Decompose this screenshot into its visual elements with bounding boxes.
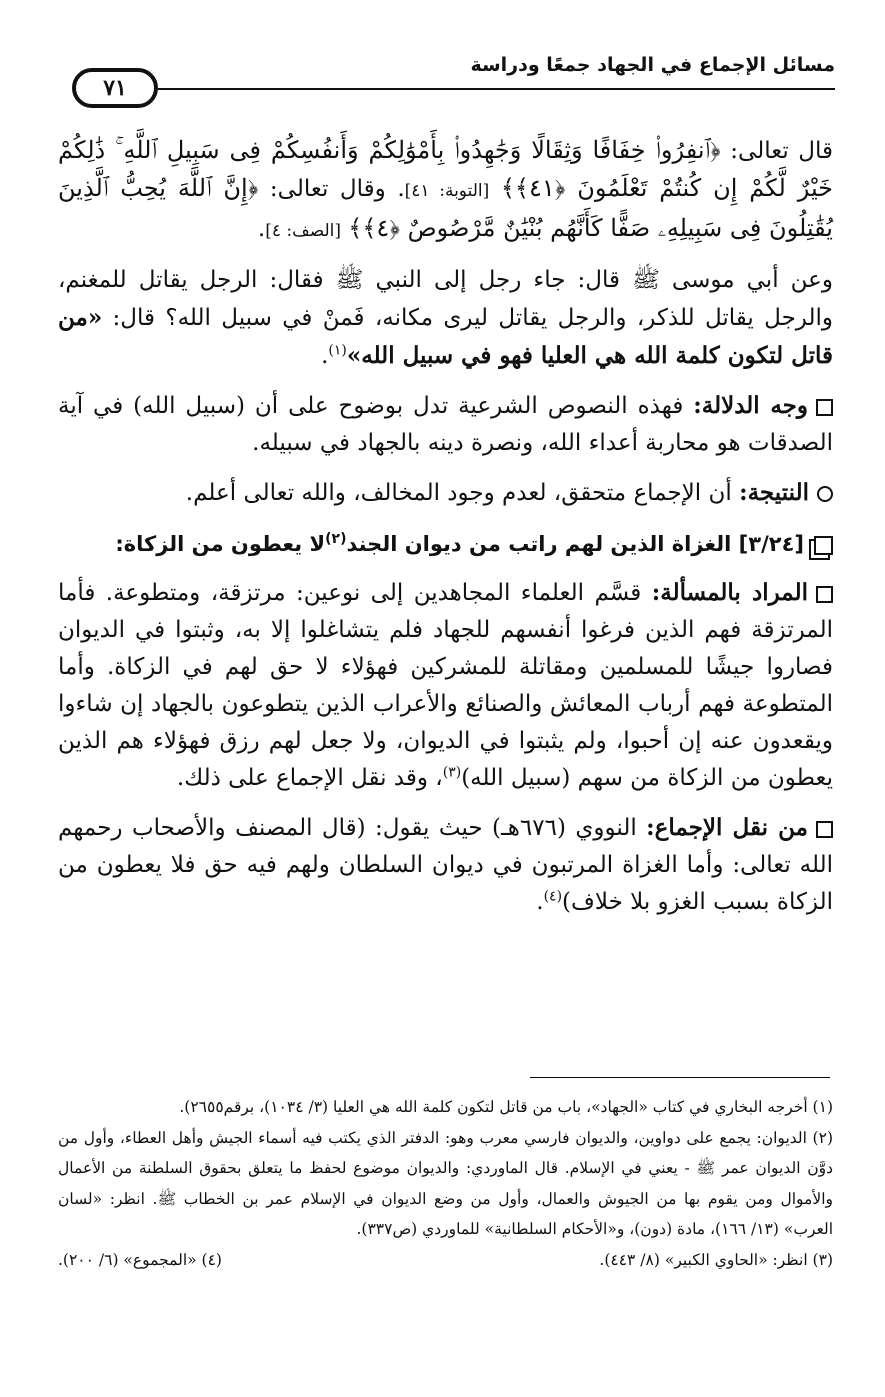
page-number: ٧١ — [72, 68, 158, 108]
footnotes — [58, 1092, 833, 1275]
paragraph-text: أن الإجماع متحقق، لعدم وجود المخالف، والله تعالى أعلم. — [185, 480, 740, 506]
paragraph-result — [58, 474, 833, 512]
issue-heading — [58, 524, 833, 564]
footnote-row — [58, 1245, 833, 1276]
page-header — [72, 52, 835, 112]
punctuation: . — [321, 343, 329, 369]
paragraph-evidence — [58, 387, 833, 462]
header-rule — [158, 88, 835, 90]
issue-title: الغزاة الذين لهم راتب من ديوان الجند — [346, 532, 739, 556]
paragraph-text: فهذه النصوص الشرعية تدل بوضوح على أن (سبيل الله) في آية الصدقات هو محاربة أعداء الله، ونصرة دينه بالجهاد في سبيله. — [58, 393, 833, 456]
footnote-4: (٤) «المجموع» (٦/ ٢٠٠). — [58, 1250, 222, 1269]
footnote-ref: (٢) — [325, 531, 347, 547]
footnote-ref: (٤) — [543, 888, 563, 905]
paragraph-text-end: ، وقد نقل الإجماع على ذلك. — [176, 765, 443, 791]
footnote-1: (١) أخرجه البخاري في كتاب «الجهاد»، باب من قاتل لتكون كلمة الله هي العليا (٣/ ١٠٣٤)، برقم٢٦٥٥). — [179, 1098, 833, 1116]
paragraph-text: النووي (٦٧٦هـ) حيث يقول: (قال المصنف والأصحاب رحمهم الله تعالى: وأما الغزاة المرتبون في ديوان السلطان ولهم فيه حق فلا يعطون من الزكاة بسبب الغزو بلا خلاف) — [58, 815, 833, 915]
punctuation: . — [536, 889, 544, 915]
quran-verse-tawba: ﴿ٱنفِرُوا۟ خِفَافًا وَثِقَالًا وَجَٰهِدُوا۟ بِأَمْوَٰلِكُمْ وَأَنفُسِكُمْ فِى سَبِيلِ ٱللَّهِ ۚ ذَٰلِكُمْ خَيْرٌ لَّكُمْ إِن كُنتُمْ تَعْلَمُونَ ﴿٤١﴾﴾ — [58, 136, 834, 202]
footnote-2: (٢) الديوان: يجمع على دواوين، والديوان فارسي معرب وهو: الدفتر الذي يكتب فيه أسماء الجيش وأهل العطاء، وأول من دوَّن الديوان عمر ﷺ - يعني في الإسلام. قال الماوردي: والديوان موضوع لحفظ ما يتعلق بحقوق السلطنة من الأعمال والأموال ومن يقوم بها من الجيوش والعمال، وأول من وضع الديوان في الإسلام عمر بن الخطاب ﷺ. انظر: «لسان العرب» (١٣/ ١٦٦)، مادة (دون)، و«الأحكام السلطانية» للماوردي (ص٣٣٧). — [58, 1128, 833, 1238]
section-label: من نقل الإجماع: — [646, 814, 808, 841]
paragraph-quran-verses — [58, 132, 833, 250]
footnote-ref: (١) — [328, 342, 347, 359]
paragraph-consensus — [58, 809, 833, 921]
stacked-pages-icon — [814, 536, 833, 555]
footnote-ref: (٣) — [442, 764, 462, 781]
punctuation: . — [257, 216, 266, 242]
footnote-3: (٣) انظر: «الحاوي الكبير» (٨/ ٤٤٣). — [599, 1250, 833, 1269]
running-title: مسائل الإجماع في الجهاد جمعًا ودراسة — [470, 54, 835, 76]
verse-intro: قال تعالى: — [720, 138, 833, 164]
verse-reference: [التوبة: ٤١] — [404, 181, 490, 201]
verse-connector: . وقال تعالى: — [258, 176, 405, 202]
paragraph-text: قسَّم العلماء المجاهدين إلى نوعين: مرتزقة، ومتطوعة. فأما المرتزقة فهم الذين فرغوا أنفسهم للجهاد فلم يتشاغلوا إلا به، وثبتوا في الديوان فصاروا جيشًا للمسلمين ومقاتلة للمشركين فهؤلاء لا حق لهم في الزكاة. وأما المتطوعة فهم أرباب المعائش والصنائع والأعراب الذين يتطوعون بالجهاد إن شاءوا ويقعدون عنه إن أحبوا، ولم يثبتوا في الديوان، ولا جعل لهم رزق فهؤلاء هم الذين يعطون من الزكاة من سهم (سبيل الله) — [58, 580, 833, 791]
quran-verse-saff: ﴿إِنَّ ٱللَّهَ يُحِبُّ ٱلَّذِينَ يُقَٰتِلُونَ فِى سَبِيلِهِۦ صَفًّا كَأَنَّهُم بُنْيَٰنٌ مَّرْصُوصٌ ﴿٤﴾﴾ — [58, 174, 833, 242]
section-label: وجه الدلالة: — [693, 392, 808, 419]
paragraph-hadith — [58, 262, 833, 375]
verse-reference: [الصف: ٤] — [265, 221, 341, 241]
hadith-text: وعن أبي موسى ﷺ قال: جاء رجل إلى النبي ﷺ فقال: الرجل يقاتل للمغنم، والرجل يقاتل للذكر، والرجل يقاتل ليرى مكانه، فَمنْ في سبيل الله؟ قال: — [58, 267, 833, 331]
square-bullet-icon — [816, 586, 833, 603]
footnote-divider — [530, 1077, 830, 1078]
square-bullet-icon — [816, 821, 833, 838]
hadith-quote: «من قاتل لتكون كلمة الله هي العليا فهو في سبيل الله» — [58, 304, 833, 369]
square-bullet-icon — [816, 399, 833, 416]
circle-bullet-icon — [817, 486, 833, 502]
paragraph-meaning — [58, 574, 833, 797]
section-label: المراد بالمسألة: — [651, 579, 808, 606]
issue-title-end: لا يعطون من الزكاة: — [115, 532, 326, 556]
section-label: النتيجة: — [739, 479, 809, 506]
issue-number: [٣/٢٤] — [738, 532, 804, 556]
main-content — [58, 132, 833, 933]
